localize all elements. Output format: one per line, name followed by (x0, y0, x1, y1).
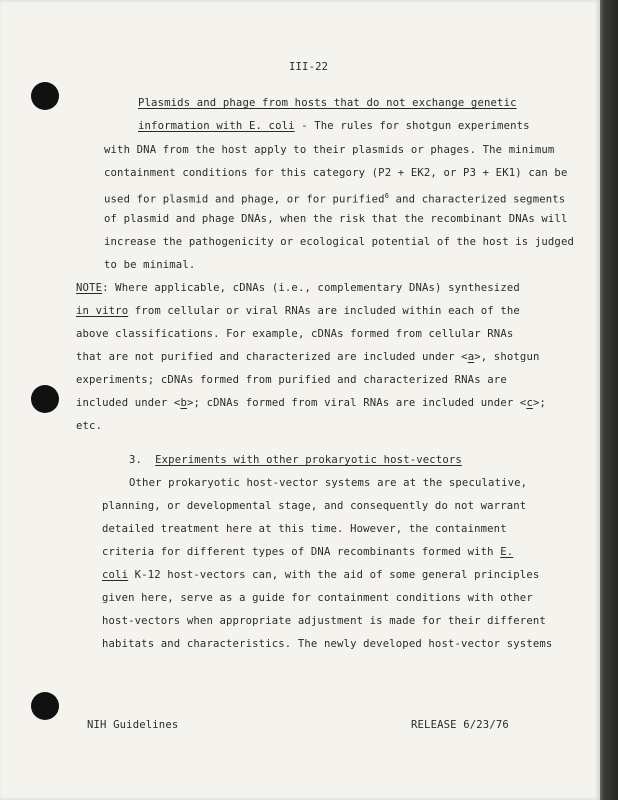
ref-c: c (526, 397, 533, 409)
section3-line: coli K-12 host-vectors can, with the aid of some general principles (102, 569, 540, 581)
section3-line: given here, serve as a guide for containment conditions with other (102, 592, 533, 604)
note-line: NOTE: Where applicable, cDNAs (i.e., complementary DNAs) synthesized (76, 282, 520, 294)
binder-edge (600, 0, 618, 800)
note-line: included under <b>; cDNAs formed from viral RNAs are included under <c>; (76, 397, 547, 409)
section1-line: increase the pathogenicity or ecological potential of the host is judged (104, 236, 575, 248)
ref-a: a (467, 351, 475, 363)
note-line: in vitro from cellular or viral RNAs are included within each of the (76, 305, 520, 317)
section1-line: used for plasmid and phage, or for purified$^6$ and characterized segments (104, 192, 566, 206)
note-line: above classifications. For example, cDNAs formed from cellular RNAs (76, 328, 514, 340)
section1-heading-line1: Plasmids and phage from hosts that do not exchange genetic (138, 97, 517, 109)
section3-line: criteria for different types of DNA recombinants formed with E. (102, 546, 514, 558)
punch-hole-top (31, 82, 59, 110)
section3-title: Experiments with other prokaryotic host-vectors (155, 454, 462, 466)
section3-line: Other prokaryotic host-vector systems are at the speculative, (129, 477, 528, 489)
section3-heading (129, 453, 462, 467)
section1-line: with DNA from the host apply to their plasmids or phages. The minimum (104, 144, 555, 156)
page-header: III-22 (289, 61, 329, 73)
punch-hole-middle (31, 385, 59, 413)
footnote-marker: 6 (384, 192, 390, 200)
punch-hole-bottom (31, 692, 59, 720)
section1-heading-line2: information with E. coli - The rules for shotgun experiments (138, 120, 530, 132)
section1-line: of plasmid and phage DNAs, when the risk that the recombinant DNAs will (104, 213, 568, 225)
section3-line: detailed treatment here at this time. However, the containment (102, 523, 507, 535)
section1-line: to be minimal. (104, 259, 196, 271)
note-line: that are not purified and characterized are included under <a>, shotgun (76, 351, 540, 363)
ref-b: b (180, 397, 187, 409)
section3-line: planning, or developmental stage, and consequently do not warrant (102, 500, 527, 512)
in-vitro: in vitro (76, 305, 129, 317)
section1-line: containment conditions for this category (P2 + EK2, or P3 + EK1) can be (104, 167, 568, 179)
footer-right: RELEASE 6/23/76 (411, 719, 509, 731)
section3-line: habitats and characteristics. The newly developed host-vector systems (102, 638, 553, 650)
note-label: NOTE (76, 282, 103, 294)
footer-left: NIH Guidelines (87, 719, 179, 731)
section1-heading-underlined: information with E. coli (138, 120, 295, 132)
section3-number: 3. (129, 454, 143, 466)
section3-line: host-vectors when appropriate adjustment is made for their different (102, 615, 546, 627)
note-line: experiments; cDNAs formed from purified and characterized RNAs are (76, 374, 507, 386)
note-line: etc. (76, 420, 103, 432)
